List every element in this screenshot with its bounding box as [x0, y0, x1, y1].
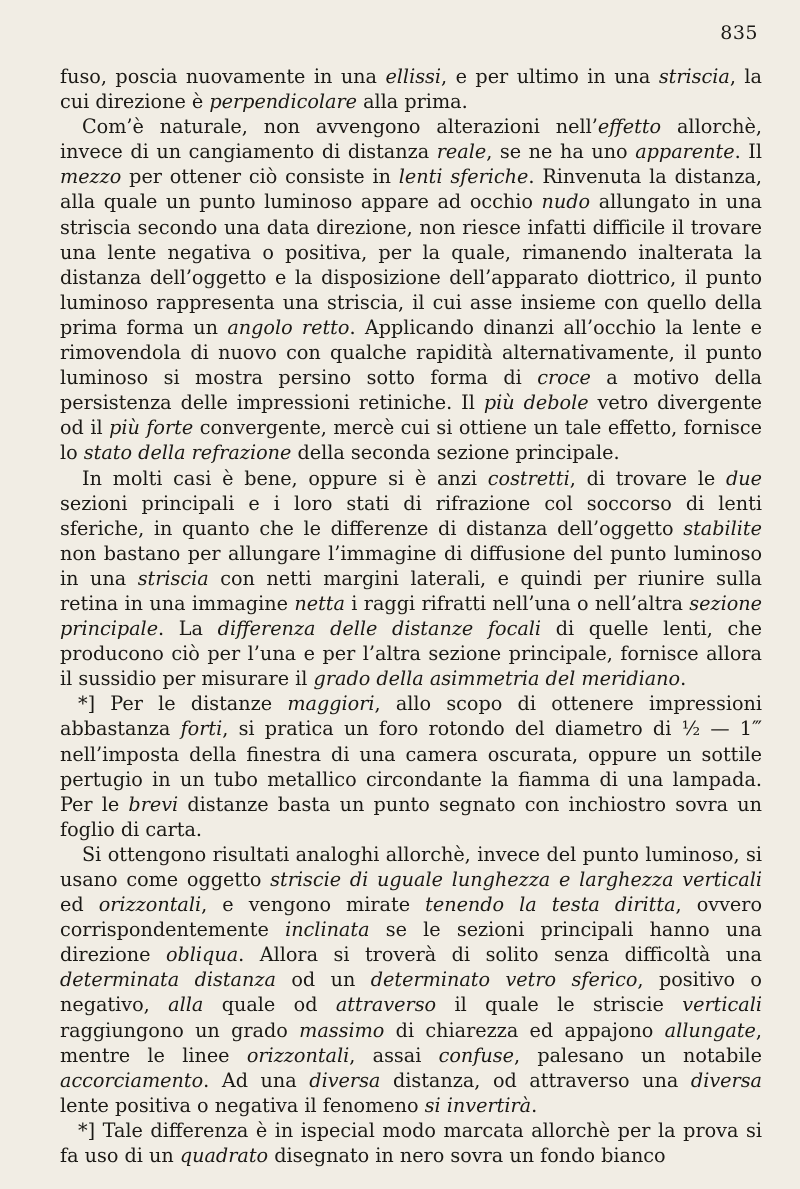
text-run: . Il [734, 140, 762, 164]
text-run: . [531, 1093, 538, 1117]
text-run: , si pratica un foro rotondo del diametro di ½ — 1‴ nell’imposta della finestra di una camera oscurata, oppure un sottile pertugio in un tubo metallico circondante la fiamma di una lampada. Per le [60, 717, 762, 816]
italic-text: brevi [128, 792, 179, 816]
text-run: allungato in una striscia secondo una data direzione, non riesce infatti difficile il trovare una lente negativa o positiva, per la quale, rimanendo inalterata la distanza dell’oggetto e la disposizione dell’apparato diottrico, il punto luminoso rappresenta una striscia, il cui asse insieme con quello della prima forma un [60, 190, 762, 339]
paragraph [60, 842, 762, 1118]
body-text [60, 64, 762, 1168]
italic-text: confuse [438, 1043, 514, 1067]
italic-text: lenti sferiche [398, 165, 529, 189]
italic-text: ellissi [385, 65, 442, 88]
italic-text: reale [436, 140, 487, 164]
text-run: . [680, 667, 687, 691]
paragraph [60, 114, 762, 465]
text-run: , di trovare le [569, 466, 726, 490]
text-run: sezioni principali e i loro stati di rifrazione col soccorso di lenti sferiche, in quanto che le differenze di distanza dell’oggetto [60, 491, 762, 540]
text-run: di quelle lenti, che producono ciò per l’una e per l’altra sezione principale, fornisce allora il sussidio per misurare il [60, 617, 762, 691]
text-run: In molti casi è bene, oppure si è anzi [82, 466, 488, 490]
italic-text: apparente [635, 140, 735, 164]
text-run: *] Tale differenza è in ispecial modo marcata allorchè per la prova si fa uso di un [60, 1118, 762, 1168]
text-run: di chiarezza ed appajono [384, 1018, 665, 1042]
italic-text: angolo retto [227, 315, 350, 339]
italic-text: effetto [597, 115, 662, 139]
text-run: , ovvero corrispondentemente [60, 893, 763, 942]
italic-text: alla [168, 993, 204, 1017]
text-run: disegnato in nero sovra un fondo bianco [268, 1144, 666, 1168]
italic-text: forti [180, 717, 223, 741]
text-run: i raggi rifratti nell’una o nell’altra [344, 591, 690, 615]
footnote-paragraph [60, 1118, 762, 1168]
text-run: fuso, poscia nuovamente in una [60, 65, 386, 88]
footnote-paragraph [60, 691, 762, 842]
text-run: della seconda sezione principale. [291, 441, 620, 465]
text-run: . Ad una [203, 1068, 310, 1092]
text-run: se le sezioni principali hanno una direzione [60, 918, 763, 967]
italic-text: accorciamento [60, 1068, 204, 1092]
italic-text: inclinata [285, 918, 370, 942]
text-run: , mentre le linee [60, 1018, 762, 1067]
text-run: , assai [349, 1043, 439, 1067]
text-run: per ottener ciò consiste in [121, 165, 399, 189]
italic-text: più debole [483, 391, 589, 415]
text-run: vetro divergente od il [60, 391, 762, 440]
italic-text: perpendicolare [209, 90, 357, 114]
text-run: alla prima. [357, 90, 468, 114]
text-run: raggiungono un grado [60, 1018, 300, 1042]
italic-text: determinata distanza [60, 968, 276, 992]
italic-text: sezione principale [60, 591, 762, 641]
text-run: con netti margini laterali, e quindi per riunire sulla retina in una immagine [60, 566, 762, 615]
italic-text: massimo [299, 1018, 385, 1042]
italic-text: differenza delle distanze focali [217, 617, 542, 641]
text-run: Com’è naturale, non avvengono alterazioni nell’ [82, 115, 598, 139]
italic-text: si invertirà [424, 1093, 532, 1117]
italic-text: costretti [487, 466, 570, 490]
italic-text: mezzo [60, 165, 122, 189]
paragraph [60, 466, 762, 692]
text-run: il quale le striscie [436, 993, 683, 1017]
italic-text: striscie di uguale lunghezza e larghezza [270, 868, 674, 891]
text-run [674, 868, 683, 891]
text-run: , positivo o negativo, [60, 968, 762, 1017]
italic-text: grado della asimmetria del meridiano [313, 667, 681, 691]
italic-text: determinato vetro sferico [370, 968, 638, 992]
italic-text: attraverso [335, 993, 437, 1017]
text-run: ed [60, 893, 99, 917]
italic-text: tenendo la testa diritta [425, 893, 676, 917]
italic-text: più forte [109, 416, 194, 440]
paragraph [60, 64, 762, 114]
italic-text: obliqua [165, 943, 239, 967]
italic-text: netta [294, 591, 345, 615]
text-run: non bastano per allungare l’immagine di diffusione del punto luminoso in una [60, 541, 762, 590]
italic-text: croce [537, 366, 591, 390]
text-run: od un [275, 968, 371, 992]
text-run: . Allora si troverà di solito senza difficoltà una [238, 943, 762, 967]
text-run: distanze basta un punto segnato con inchiostro sovra un foglio di carta. [60, 792, 762, 841]
italic-text: diversa [309, 1068, 381, 1092]
text-run: , palesano un notabile [513, 1043, 762, 1067]
text-run: distanza, od attraverso una [380, 1068, 691, 1092]
text-run: , e per ultimo in una [441, 65, 659, 88]
text-run: , allo scopo di ottenere impressioni abbastanza [60, 692, 763, 741]
text-run: . Rinvenuta la distanza, alla quale un punto luminoso appare ad occhio [60, 165, 762, 214]
text-run: , e vengono mirate [201, 893, 426, 917]
italic-text: stabilite [683, 516, 762, 540]
italic-text: nudo [541, 190, 591, 214]
text-run: a motivo della persistenza delle impressioni retiniche. Il [60, 366, 762, 415]
italic-text: verticali [682, 868, 762, 891]
italic-text: diversa [690, 1068, 762, 1092]
text-run: , la cui direzione è [60, 65, 762, 114]
italic-text: allungate [664, 1018, 756, 1042]
italic-text: maggiori [287, 692, 375, 716]
text-run: allorchè, invece di un cangiamento di distanza [60, 115, 762, 164]
italic-text: stato della refrazione [83, 441, 292, 465]
text-run: . La [158, 617, 218, 641]
text-run: , se ne ha uno [486, 140, 636, 164]
italic-text: striscia [658, 65, 730, 88]
text-run: convergente, mercè cui si ottiene un tale effetto, fornisce lo [60, 416, 762, 465]
italic-text: orizzontali [246, 1043, 350, 1067]
text-run: quale od [203, 993, 336, 1017]
italic-text: striscia [137, 566, 209, 590]
italic-text: orizzontali [98, 893, 202, 917]
italic-text: due [726, 466, 762, 490]
text-run: lente positiva o negativa il fenomeno [60, 1093, 425, 1117]
italic-text: quadrato [179, 1144, 269, 1168]
italic-text: verticali [682, 993, 762, 1017]
page-number: 835 [720, 22, 758, 44]
text-run: Si ottengono risultati analoghi allorchè, invece del punto luminoso, si usano come oggetto [60, 842, 762, 891]
text-run: *] Per le distanze [78, 692, 288, 716]
text-run: . Applicando dinanzi all’occhio la lente e rimovendola di nuovo con qualche rapidità alternativamente, il punto luminoso si mostra persino sotto forma di [60, 315, 762, 390]
